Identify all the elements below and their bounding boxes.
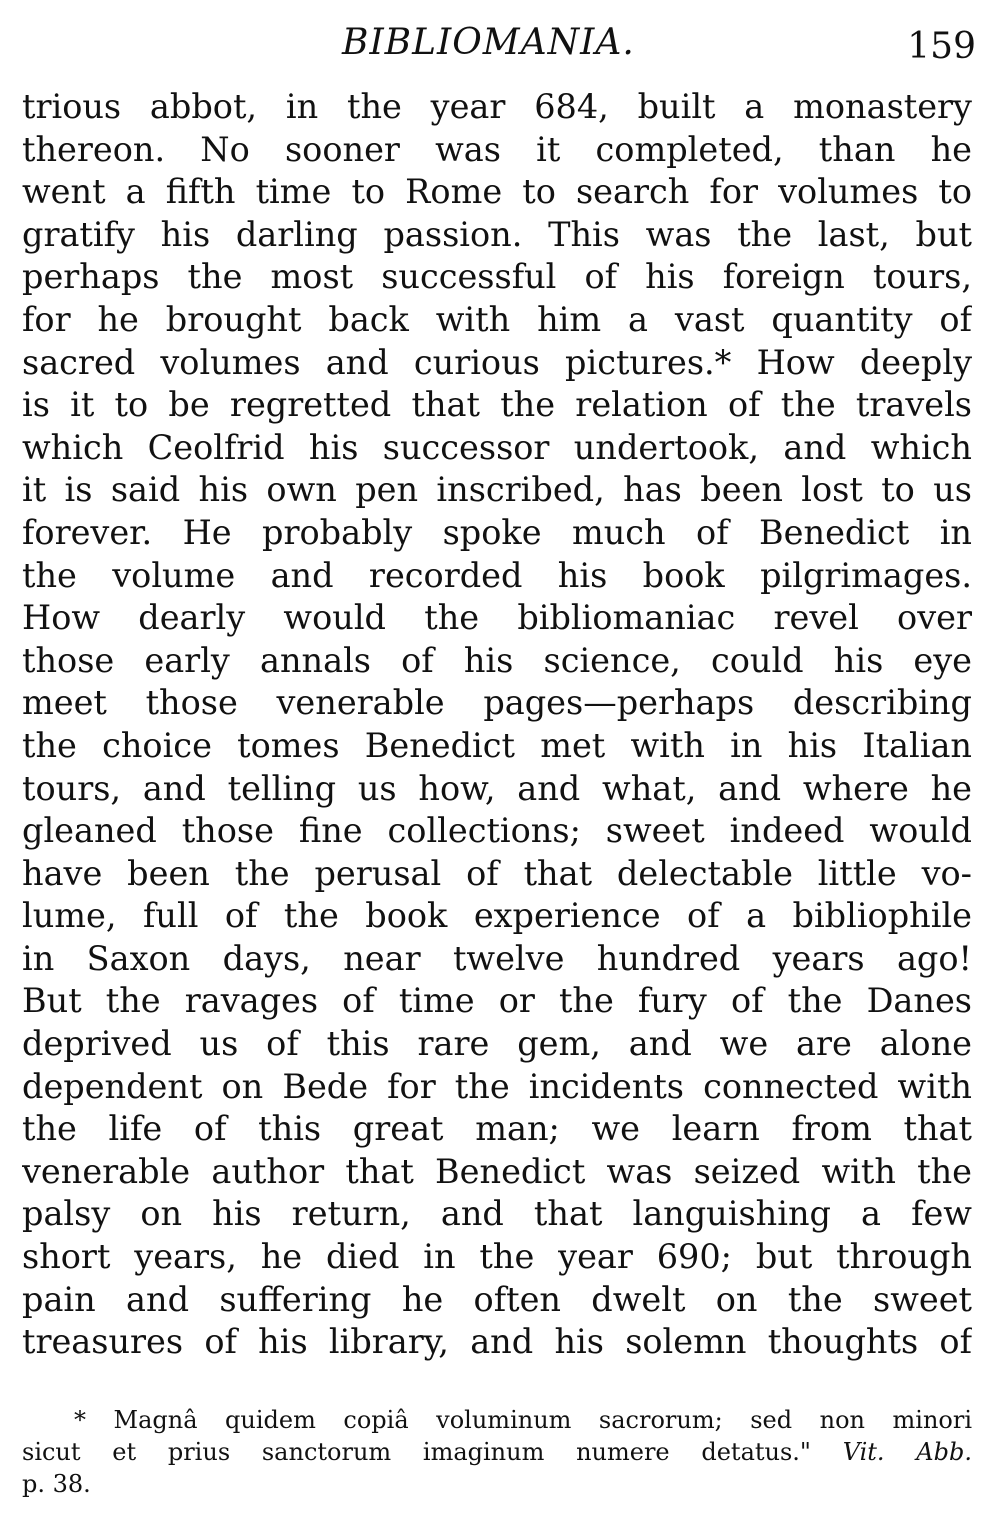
text-line: pain and suffering he often dwelt on the sweet — [22, 1279, 972, 1319]
text-line: went a fifth time to Rome to search for volumes to — [22, 172, 972, 212]
body-text — [22, 86, 972, 1364]
text-line: How dearly would the bibliomaniac revel over — [22, 598, 972, 638]
text-line: gleaned those fine collections; sweet indeed would — [22, 811, 972, 851]
text-line: sacred volumes and curious pictures.* How deeply — [22, 342, 972, 382]
text-line: for he brought back with him a vast quantity of — [22, 299, 972, 339]
text-line: forever. He probably spoke much of Benedict in — [22, 512, 972, 552]
text-line: lume, full of the book experience of a bibliophile — [22, 896, 972, 936]
text-line: the choice tomes Benedict met with in his Italian — [22, 725, 972, 765]
text-line: have been the perusal of that delectable little vo- — [22, 853, 972, 893]
page-number: 159 — [907, 26, 976, 67]
text-line: venerable author that Benedict was seized with the — [22, 1151, 972, 1191]
text-line: which Ceolfrid his successor undertook, and which — [22, 427, 972, 467]
text-line: deprived us of this rare gem, and we are alone — [22, 1024, 972, 1064]
text-line: dependent on Bede for the incidents connected with — [22, 1066, 972, 1106]
text-line: those early annals of his science, could his eye — [22, 640, 972, 680]
text-line: in Saxon days, near twelve hundred years ago! — [22, 938, 972, 978]
text-line: short years, he died in the year 690; but through — [22, 1237, 972, 1277]
text-line: treasures of his library, and his solemn thoughts of — [22, 1322, 972, 1362]
text-line: meet those venerable pages—perhaps describing — [22, 683, 972, 723]
footnote-line — [22, 1436, 972, 1468]
text-line: thereon. No sooner was it completed, than he — [22, 129, 972, 169]
text-line: tours, and telling us how, and what, and where he — [22, 768, 972, 808]
text-line: perhaps the most successful of his foreign tours, — [22, 257, 972, 297]
running-head — [0, 18, 1000, 74]
footnote-text: sicut et prius sanctorum imaginum numere detatus." — [22, 1438, 811, 1466]
text-line: trious abbot, in the year 684, built a monastery — [22, 87, 972, 126]
text-line: But the ravages of time or the fury of the Danes — [22, 981, 972, 1021]
footnote-line: p. 38. — [22, 1470, 91, 1498]
text-line: is it to be regretted that the relation of the travels — [22, 385, 972, 425]
text-line: gratify his darling passion. This was the last, but — [22, 214, 972, 254]
running-title: BIBLIOMANIA. — [342, 22, 635, 63]
text-line: it is said his own pen inscribed, has been lost to us — [22, 470, 972, 510]
footnote — [22, 1404, 972, 1500]
text-line: the life of this great man; we learn from that — [22, 1109, 972, 1149]
footnote-line: * Magnâ quidem copiâ voluminum sacrorum; sed non minori — [74, 1406, 972, 1434]
footnote-citation: Vit. Abb. — [842, 1438, 972, 1466]
text-line: palsy on his return, and that languishing a few — [22, 1194, 972, 1234]
text-line: the volume and recorded his book pilgrimages. — [22, 555, 972, 595]
